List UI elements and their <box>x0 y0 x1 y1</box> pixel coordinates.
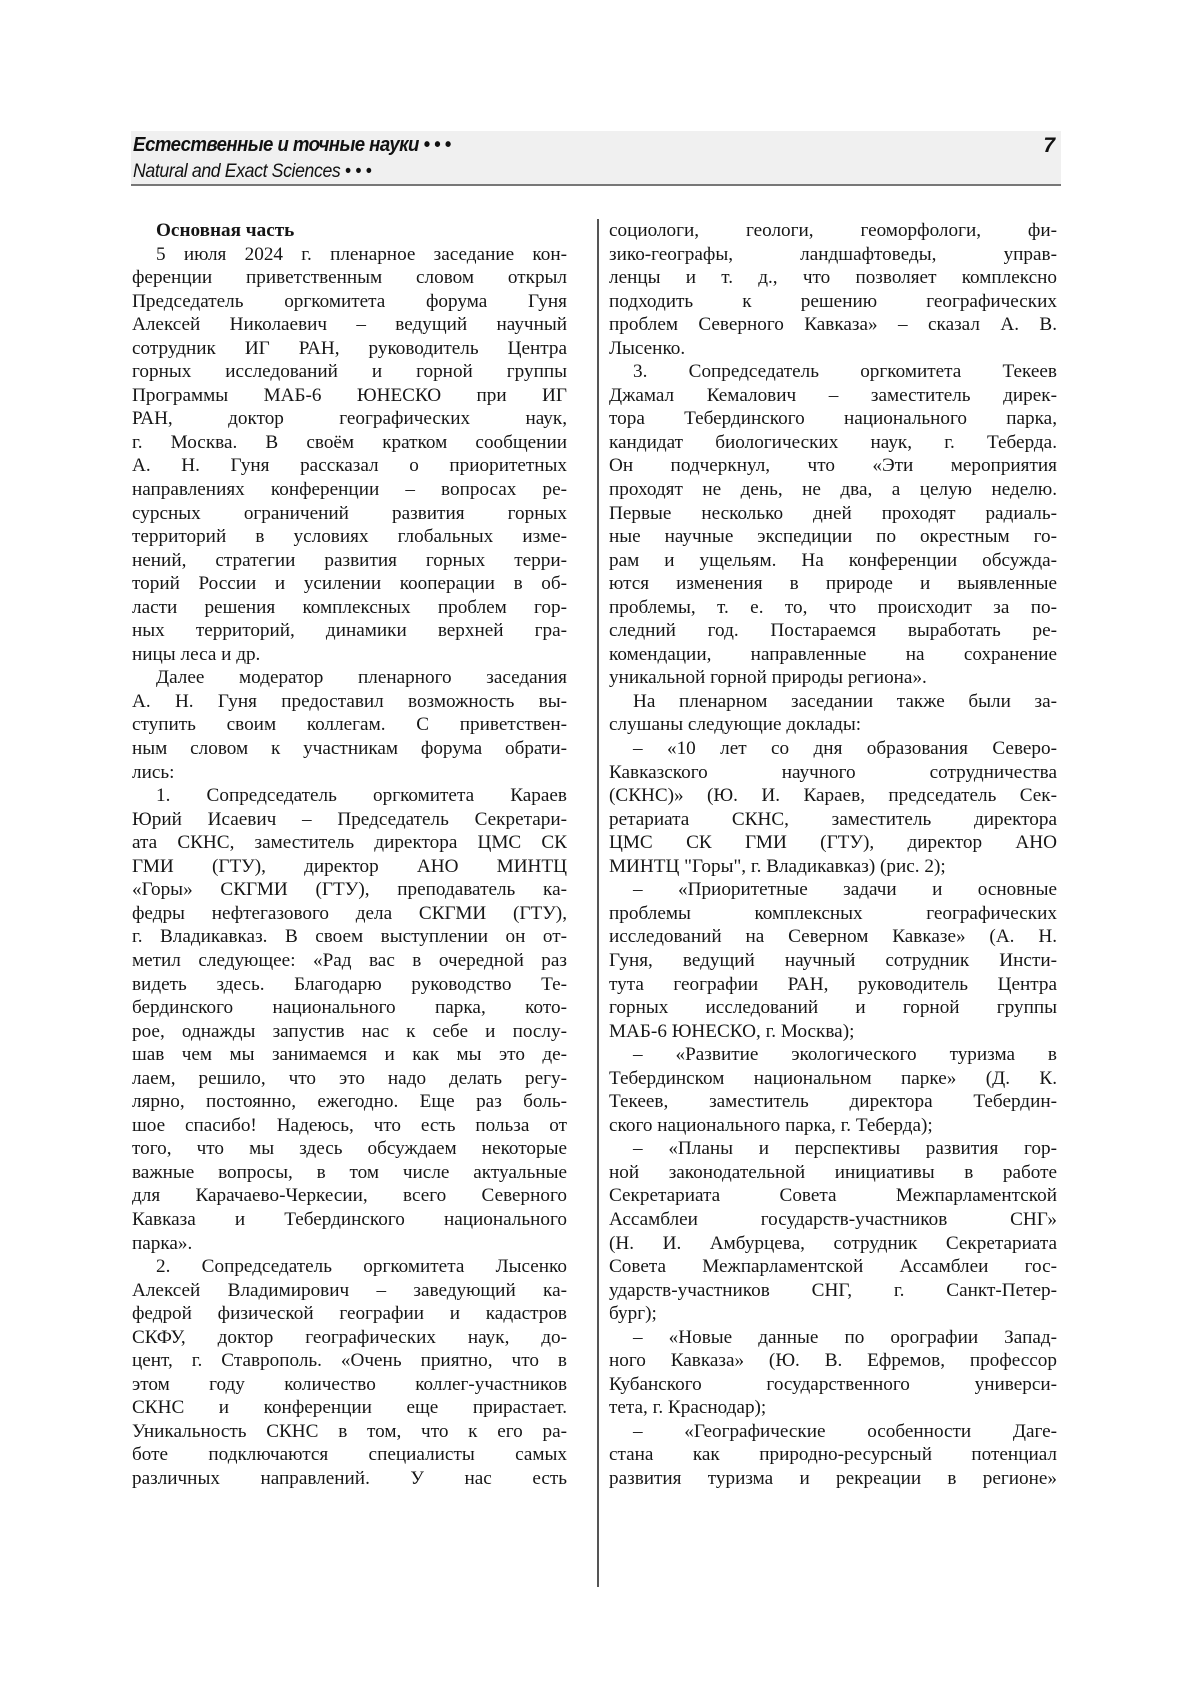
text-line: Кавказского научного сотрудничества <box>609 761 1057 783</box>
text-line: Юрий Исаевич – Председатель Секретари- <box>132 808 567 830</box>
text-line: А. Н. Гуня предоставил возможность вы- <box>132 690 567 712</box>
text-line: ются изменения в природе и выявленные <box>609 573 1057 595</box>
page-number: 7 <box>1043 134 1055 157</box>
text-line: Лысенко. <box>609 337 686 359</box>
text-line: Джамал Кемалович – заместитель дирек- <box>609 384 1057 406</box>
text-line: того, что мы здесь обсуждаем некоторые <box>132 1138 567 1160</box>
text-line: сотрудник ИГ РАН, руководитель Центра <box>132 337 567 359</box>
text-line: Алексей Николаевич – ведущий научный <box>132 314 567 336</box>
text-line: проблемы, т. е. то, что происходит за по- <box>609 596 1057 618</box>
text-line: бердинского национального парка, кото- <box>132 997 567 1019</box>
text-line: На пленарном заседании также были за- <box>633 690 1057 712</box>
text-line: рое, однажды запустив нас к себе и послу- <box>132 1020 567 1042</box>
text-line: МИНТЦ "Горы", г. Владикавказ) (рис. 2); <box>609 855 946 877</box>
text-line: ского национального парка, г. Теберда); <box>609 1114 933 1136</box>
text-line: – «Географические особенности Даге- <box>633 1420 1057 1442</box>
text-line: Он подчеркнул, что «Эти мероприятия <box>609 455 1057 477</box>
text-line: 1. Сопредседатель оргкомитета Караев <box>156 785 567 807</box>
text-line: ударств-участников СНГ, г. Санкт-Петер- <box>609 1279 1057 1301</box>
text-line: Текеев, заместитель директора Тебердин- <box>609 1091 1057 1113</box>
text-line: г. Владикавказ. В своем выступлении он от- <box>132 926 567 948</box>
text-line: различных направлений. У нас есть <box>132 1467 567 1489</box>
text-line: этом году количество коллег-участников <box>132 1373 567 1395</box>
text-line: ступить своим коллегам. С приветствен- <box>132 714 567 736</box>
text-line: тора Тебердинского национального парка, <box>609 408 1057 430</box>
text-line: МАБ-6 ЮНЕСКО, г. Москва); <box>609 1020 855 1042</box>
text-line: ГМИ (ГТУ), директор АНО МИНТЦ <box>132 855 567 877</box>
text-line: 3. Сопредседатель оргкомитета Текеев <box>633 361 1057 383</box>
text-line: Далее модератор пленарного заседания <box>156 667 567 689</box>
text-line: Первые несколько дней проходят радиаль- <box>609 502 1057 524</box>
text-line: комендации, направленные на сохранение <box>609 643 1057 665</box>
text-line: проблем Северного Кавказа» – сказал А. В. <box>609 314 1057 336</box>
text-line: следний год. Постараемся выработать ре- <box>609 620 1057 642</box>
text-line: развития туризма и рекреации в регионе» <box>609 1467 1057 1489</box>
text-line: слушаны следующие доклады: <box>609 714 862 736</box>
text-line: проходят не день, не два, а целую неделю. <box>609 479 1057 501</box>
text-line: Программы МАБ-6 ЮНЕСКО при ИГ <box>132 384 567 406</box>
text-line: 5 июля 2024 г. пленарное заседание кон- <box>156 243 567 265</box>
text-line: боте подключаются специалисты самых <box>132 1444 567 1466</box>
text-line: кандидат биологических наук, г. Теберда. <box>609 431 1057 453</box>
text-line: «Горы» СКГМИ (ГТУ), преподаватель ка- <box>132 879 567 901</box>
text-line: рам и ущельям. На конференции обсужда- <box>609 549 1057 571</box>
running-header <box>131 131 1061 186</box>
right-column <box>609 219 1057 1491</box>
text-line: Секретариата Совета Межпарламентской <box>609 1185 1057 1207</box>
text-line: РАН, доктор географических наук, <box>132 408 567 430</box>
text-line: бург); <box>609 1303 657 1325</box>
text-line: ного Кавказа» (Ю. В. Ефремов, профессор <box>609 1350 1057 1372</box>
text-line: ференции приветственным словом открыл <box>132 267 567 289</box>
text-line: нений, стратегии развития горных терри- <box>132 549 567 571</box>
text-line: – «Приоритетные задачи и основные <box>633 879 1057 901</box>
text-line: ных территорий, динамики верхней гра- <box>132 620 567 642</box>
text-line: Кубанского государственного универси- <box>609 1373 1057 1395</box>
text-line: горных исследований и горной группы <box>609 997 1057 1019</box>
text-line: Тебердинском национальном парке» (Д. К. <box>609 1067 1057 1089</box>
section-heading: Основная часть <box>156 220 295 241</box>
text-line: лись: <box>132 761 175 783</box>
text-line: Уникальность СКНС в том, что к его ра- <box>132 1420 567 1442</box>
text-line: лаем, решило, что это надо делать регу- <box>132 1067 567 1089</box>
text-line: социологи, геологи, геоморфологи, фи- <box>609 220 1057 241</box>
text-line: видеть здесь. Благодарю руководство Те- <box>132 973 567 995</box>
text-line: А. Н. Гуня рассказал о приоритетных <box>132 455 567 477</box>
text-line: лярно, постоянно, ежегодно. Еще раз боль- <box>132 1091 567 1113</box>
text-line: г. Москва. В своём кратком сообщении <box>132 431 567 453</box>
text-line: – «Планы и перспективы развития гор- <box>633 1138 1057 1160</box>
text-line: стана как природно-ресурсный потенциал <box>609 1444 1057 1466</box>
text-line: – «10 лет со дня образования Северо- <box>633 738 1057 760</box>
text-line: Гуня, ведущий научный сотрудник Инсти- <box>609 949 1057 971</box>
text-line: ные научные экспедиции по окрестным го- <box>609 526 1057 548</box>
text-line: парка». <box>132 1232 193 1254</box>
text-line: цент, г. Ставрополь. «Очень приятно, что в <box>132 1350 567 1372</box>
text-line: тета, г. Краснодар); <box>609 1397 767 1419</box>
text-line: сурсных ограничений развития горных <box>132 502 567 524</box>
text-line: СКНС и конференции еще прирастает. <box>132 1397 567 1419</box>
section-title-en: Natural and Exact Sciences • • • <box>133 161 372 182</box>
text-line: подходить к решению географических <box>609 290 1057 312</box>
text-line: Совета Межпарламентской Ассамблеи гос- <box>609 1256 1057 1278</box>
text-line: Кавказа и Тебердинского национального <box>132 1208 567 1230</box>
text-line: ной законодательной инициативы в работе <box>609 1161 1057 1183</box>
text-line: Ассамблеи государств-участников СНГ» <box>609 1208 1057 1230</box>
text-line: важные вопросы, в том числе актуальные <box>132 1161 567 1183</box>
text-line: горных исследований и горной группы <box>132 361 567 383</box>
text-line: территорий в условиях глобальных изме- <box>132 526 567 548</box>
text-line: направлениях конференции – вопросах ре- <box>132 479 567 501</box>
text-line: ретариата СКНС, заместитель директора <box>609 808 1057 830</box>
text-line: федры нефтегазового дела СКГМИ (ГТУ), <box>132 902 567 924</box>
text-line: шав чем мы занимаемся и как мы это де- <box>132 1044 567 1066</box>
text-line: шое спасибо! Надеюсь, что есть польза от <box>132 1114 567 1136</box>
text-line: федрой физической географии и кадастров <box>132 1303 567 1325</box>
text-line: – «Новые данные по орографии Запад- <box>633 1326 1057 1348</box>
text-line: для Карачаево-Черкесии, всего Северного <box>132 1185 567 1207</box>
text-line: зико-географы, ландшафтоведы, управ- <box>609 243 1057 265</box>
section-title-ru: Естественные и точные науки • • • <box>133 134 451 156</box>
text-line: уникальной горной природы региона». <box>609 667 927 689</box>
text-line: Председатель оргкомитета форума Гуня <box>132 290 567 312</box>
text-line: (СКНС)» (Ю. И. Караев, председатель Сек- <box>609 785 1057 807</box>
text-line: – «Развитие экологического туризма в <box>633 1044 1057 1066</box>
text-line: метил следующее: «Рад вас в очередной раз <box>132 949 567 971</box>
text-line: (Н. И. Амбурцева, сотрудник Секретариата <box>609 1232 1057 1254</box>
text-line: СКФУ, доктор географических наук, до- <box>132 1326 567 1348</box>
text-line: ленцы и т. д., что позволяет комплексно <box>609 267 1057 289</box>
left-column <box>132 219 567 1491</box>
text-line: 2. Сопредседатель оргкомитета Лысенко <box>156 1256 567 1278</box>
text-line: ата СКНС, заместитель директора ЦМС СК <box>132 832 567 854</box>
text-line: ЦМС СК ГМИ (ГТУ), директор АНО <box>609 832 1057 854</box>
column-divider <box>597 219 599 1587</box>
text-line: ным словом к участникам форума обрати- <box>132 738 567 760</box>
text-line: тута географии РАН, руководитель Центра <box>609 973 1057 995</box>
text-line: ласти решения комплексных проблем гор- <box>132 596 567 618</box>
text-line: Алексей Владимирович – заведующий ка- <box>132 1279 567 1301</box>
text-line: ницы леса и др. <box>132 643 261 665</box>
text-line: проблемы комплексных географических <box>609 902 1057 924</box>
text-line: торий России и усилении кооперации в об- <box>132 573 567 595</box>
text-line: исследований на Северном Кавказе» (А. Н. <box>609 926 1057 948</box>
